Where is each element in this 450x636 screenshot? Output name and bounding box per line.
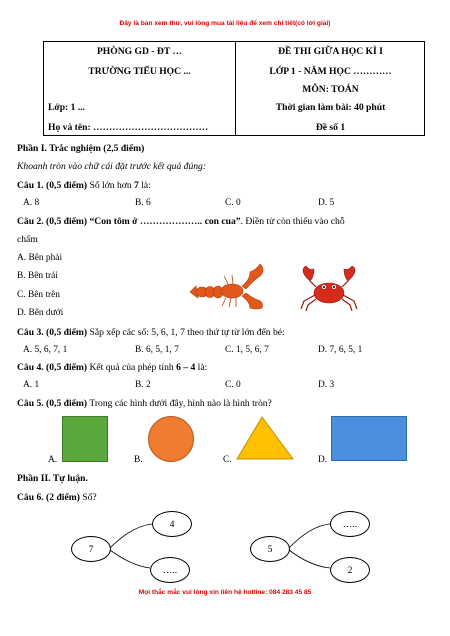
q1-tail: là: [138,180,151,191]
tree1-bottom-node[interactable]: ….. [150,557,190,583]
class-field: Lớp: 1 ... [48,102,86,113]
q6-text: Số? [79,492,97,503]
blue-rectangle-shape[interactable] [331,416,407,461]
part2-title: Phần II. Tự luận. [17,473,88,484]
question-2 [17,216,345,227]
q1-label: Câu 1. (0,5 điểm) [17,180,88,191]
q2-label: Câu 2. (0,5 điểm) [17,216,88,227]
q2-option-a[interactable]: A. Bên phải [17,253,63,263]
q4-label: Câu 4. (0,5 điểm) [17,362,88,373]
q3-option-c[interactable]: C. 1, 5, 6, 7 [225,345,269,355]
crab-illustration [298,265,360,311]
tree2-top-node[interactable]: ….. [330,511,370,537]
part1-instruction: Khoanh tròn vào chữ cái đặt trước kết quả đúng: [17,161,207,172]
tree2-root-node: 5 [250,536,290,562]
yellow-triangle-shape[interactable] [236,416,294,460]
q5-label: Câu 5. (0,5 điểm) [17,398,88,409]
q3-option-d[interactable]: D. 7, 6, 5, 1 [318,345,363,355]
tree2-bottom-node: 2 [330,557,370,583]
q2-text-cont: chấm [17,234,38,245]
hotline-banner: Mọi thắc mắc vui lòng xin liên hệ hotline: 084 283 45 85 [138,589,312,596]
subject: MÔN: TOÁN [302,84,359,95]
part1-title: Phần I. Trắc nghiệm (2,5 điểm) [17,143,145,154]
tree1-root-node: 7 [71,536,111,562]
question-4 [17,362,207,373]
q5-text: Trong các hình dưới đây, hình nào là hình tròn? [87,398,272,409]
orange-circle-shape[interactable] [148,416,194,462]
exam-header-box [43,41,425,136]
q4-option-d[interactable]: D. 3 [318,380,335,390]
q5-option-d[interactable]: D. [318,455,328,465]
q1-option-c[interactable]: C. 0 [225,198,241,208]
q2-text: . Điền từ còn thiếu vào chỗ [240,216,345,227]
q4-option-a[interactable]: A. 1 [23,380,40,390]
q3-label: Câu 3. (0,5 điểm) [17,327,88,338]
q4-expr: 6 – 4 [176,362,196,373]
q1-option-a[interactable]: A. 8 [23,198,40,208]
number-tree-connectors [0,500,450,590]
q5-option-b[interactable]: B. [134,455,143,465]
q2-option-d[interactable]: D. Bên dưới [17,308,64,318]
q3-option-b[interactable]: B. 6, 5, 1, 7 [135,345,179,355]
tree1-top-node: 4 [152,511,192,537]
preview-banner: Đây là bản xem thử, vui lòng mua tài liệu để xem chi tiết(có lời giải) [119,20,331,27]
green-square-shape[interactable] [62,416,108,462]
lobster-illustration [188,262,268,312]
q4-option-b[interactable]: B. 2 [135,380,151,390]
question-5 [17,398,272,409]
exam-number: Đề số 1 [315,122,346,133]
q1-text: Số lớn hơn [87,180,135,191]
exam-title: ĐỀ THI GIỮA HỌC KÌ I [278,46,383,57]
department-name: PHÒNG GD - ĐT … [96,46,183,57]
q2-quote: “Con tôm ở ……………….. con cua” [87,216,241,227]
grade-year: LỚP 1 - NĂM HỌC ………… [269,66,392,77]
time-limit: Thời gian làm bài: 40 phút [275,102,386,113]
q3-option-a[interactable]: A. 5, 6, 7, 1 [23,345,68,355]
q1-option-d[interactable]: D. 5 [318,198,335,208]
q5-option-c[interactable]: C. [223,455,232,465]
q4-option-c[interactable]: C. 0 [225,380,241,390]
q2-option-b[interactable]: B. Bên trái [17,271,58,281]
question-1 [17,180,151,191]
q1-option-b[interactable]: B. 6 [135,198,151,208]
q4-text: Kết quả của phép tính [87,362,177,373]
q3-text: Sắp xếp các số: 5, 6, 1, 7 theo thứ tự từ lớn đến bé: [87,327,285,338]
question-3 [17,327,285,338]
school-name: TRƯỜNG TIỂU HỌC ... [88,66,191,77]
q1-num: 7 [134,180,139,191]
q6-label: Câu 6. (2 điểm) [17,492,80,503]
q5-option-a[interactable]: A. [48,455,58,465]
q4-tail: là: [195,362,208,373]
q2-option-c[interactable]: C. Bên trên [17,290,60,300]
student-name-field: Họ và tên: ……………………………… [48,122,209,133]
